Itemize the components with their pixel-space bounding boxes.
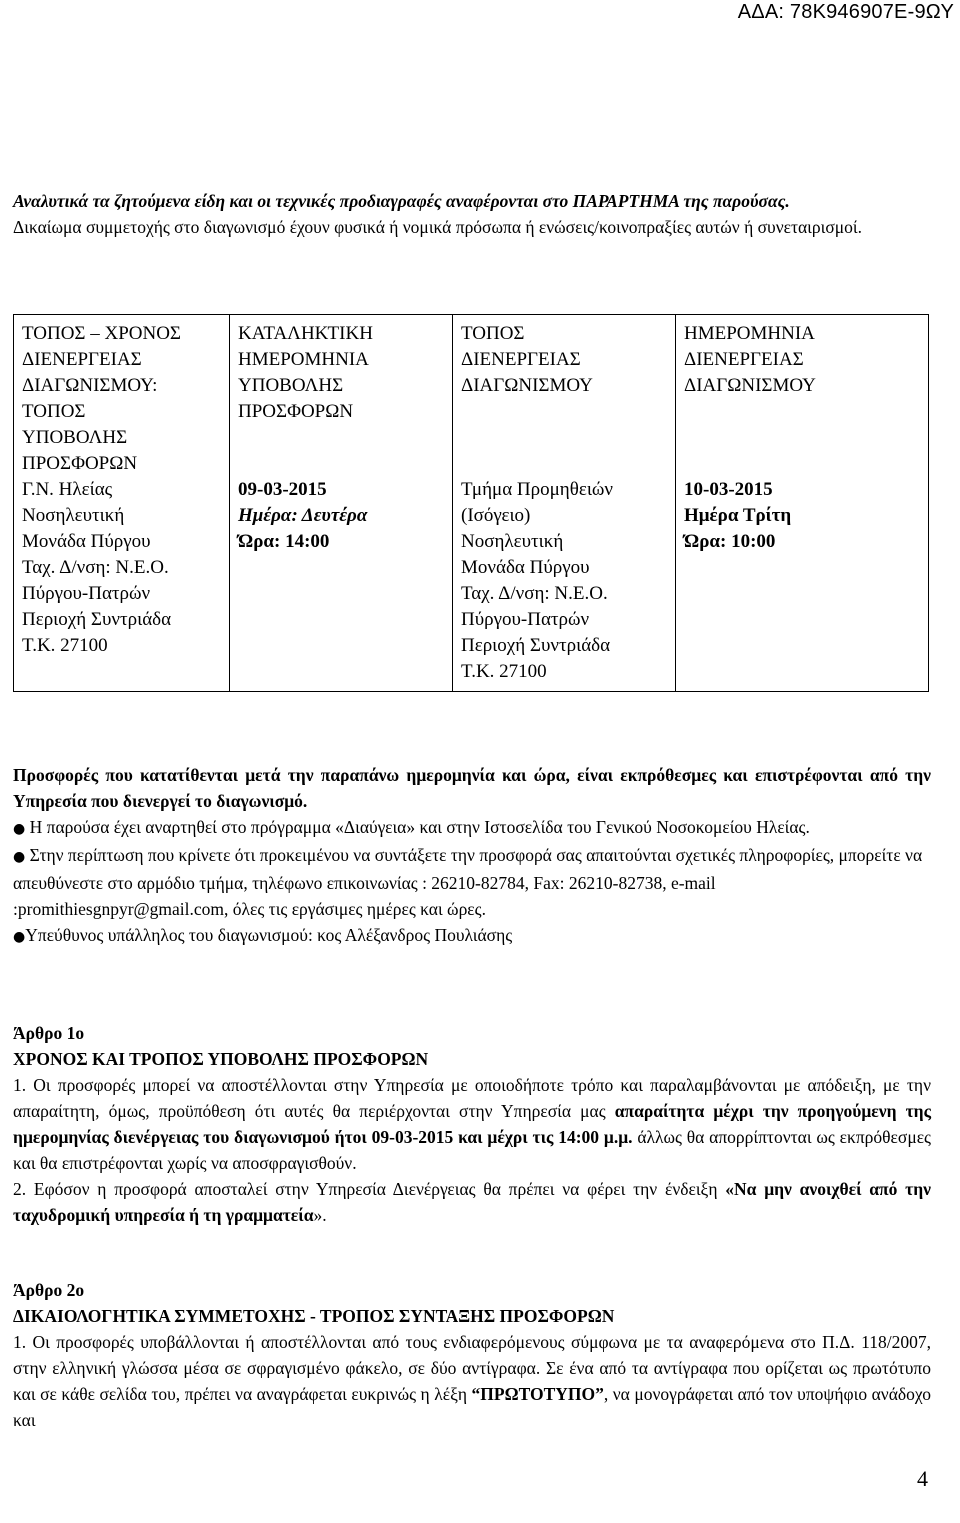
deadline-date: 09-03-2015 [238, 479, 327, 500]
page-number: 4 [917, 1466, 928, 1491]
text-run: 1. Οι προσφορές μπορεί να αποστέλλονται στην Υπηρεσία με οποιοδήποτε τρόπο και παραλαμβάνονται με απόδειξη, με την απαραίτητη, όμως, προϋπόθεση ότι αυτές θα περιέρχονται στην Υπηρεσία μας [13, 1075, 931, 1121]
text-run: , να μονογράφεται από τον υποψήφιο ανάδοχο και [13, 1384, 931, 1430]
article-2-title: Άρθρο 2ο [13, 1280, 85, 1300]
article-1-title: Άρθρο 1ο [13, 1023, 85, 1043]
text-run-bold: «Να μην ανοιχθεί από την ταχυδρομική υπηρεσία ή τη γραμματεία [13, 1179, 931, 1225]
col4-header-line: ΔΙΕΝΕΡΓΕΙΑΣ [684, 349, 804, 370]
deadline-day: Ημέρα: Δευτέρα [238, 505, 368, 526]
col3-body-line: (Ισόγειο) [461, 505, 531, 526]
col2-header-line: ΥΠΟΒΟΛΗΣ [238, 375, 344, 396]
article-2-paragraph-1 [13, 1329, 931, 1433]
col1-body-line: Τ.Κ. 27100 [22, 635, 108, 656]
bullet-icon: ● [13, 821, 26, 837]
article-1 [13, 1020, 931, 1228]
col3-body-line: Τ.Κ. 27100 [461, 661, 547, 682]
note-contact [13, 842, 931, 922]
article-1-paragraph-2 [13, 1176, 931, 1228]
article-1-paragraph-1 [13, 1072, 931, 1176]
col1-header-line: ΤΟΠΟΣ – ΧΡΟΝΟΣ [22, 323, 181, 344]
notes [13, 762, 931, 950]
col3-body-line: Νοσηλευτική [461, 531, 564, 552]
article-1-heading: ΧΡΟΝΟΣ ΚΑΙ ΤΡΟΠΟΣ ΥΠΟΒΟΛΗΣ ΠΡΟΣΦΟΡΩΝ [13, 1049, 429, 1069]
bullet-icon: ● [13, 929, 26, 945]
col1-header-line: ΔΙΕΝΕΡΓΕΙΑΣ [22, 349, 142, 370]
col4-header-line: ΗΜΕΡΟΜΗΝΙΑ [684, 323, 815, 344]
col3-body-line: Τμήμα Προμηθειών [461, 479, 614, 500]
late-offers-note: Προσφορές που κατατίθενται μετά την παραπάνω ημερομηνία και ώρα, είναι εκπρόθεσμες και επιστρέφονται από την Υπηρεσία που διενεργεί το διαγωνισμό. [13, 765, 931, 811]
col1-body-line: Γ.Ν. Ηλείας [22, 479, 113, 500]
col2-header-line: ΗΜΕΡΟΜΗΝΙΑ [238, 349, 369, 370]
col1-body-line: Νοσηλευτική [22, 505, 125, 526]
col1-header [22, 321, 223, 477]
info-table [13, 314, 929, 692]
col2-header-line: ΚΑΤΑΛΗΚΤΙΚΗ [238, 323, 373, 344]
article-2-heading: ΔΙΚΑΙΟΛΟΓΗΤΙΚΑ ΣΥΜΜΕΤΟΧΗΣ - ΤΡΟΠΟΣ ΣΥΝΤΑΞΗΣ ΠΡΟΣΦΟΡΩΝ [13, 1306, 615, 1326]
tender-date: 10-03-2015 [684, 479, 773, 500]
col3-header-line: ΤΟΠΟΣ [461, 323, 525, 344]
article-2 [13, 1277, 931, 1433]
text-run: άλλως θα απορρίπτονται ως εκπρόθεσμες και θα επιστρέφονται χωρίς να αποσφραγισθούν. [13, 1127, 931, 1173]
text-run-bold: απαραίτητα μέχρι την προηγούμενη της ημερομηνίας διενέργειας του διαγωνισμού ήτοι 09-03-2015 και μέχρι τις 14:00 μ.μ. [13, 1101, 932, 1147]
text-run: 1. Οι προσφορές υποβάλλονται ή αποστέλλονται από τους ενδιαφερόμενους σύμφωνα με τα αναφερόμενα στο Π.Δ. 118/2007, στην ελληνική γλώσσα μέσα σε σφραγισμένο φάκελο, σε δύο αντίγραφα. Σε ένα από τα αντίγραφα που ορίζεται ως πρωτότυπο και σε κάθε σελίδα του, πρέπει να αναγράφεται ευκρινώς η λέξη [13, 1332, 931, 1404]
text-run: 2. Εφόσον η προσφορά αποσταλεί στην Υπηρεσία Διενέργειας θα πρέπει να φέρει την ένδειξη [13, 1179, 726, 1199]
col1-body-line: Πύργου-Πατρών [22, 583, 151, 604]
col1-body-line: Ταχ. Δ/νση: Ν.Ε.Ο. [22, 557, 169, 578]
table-cell-tender-date [676, 315, 929, 692]
col3-body-line: Ταχ. Δ/νση: Ν.Ε.Ο. [461, 583, 608, 604]
ada-code: ΑΔΑ: 78Κ946907Ε-9ΩΥ [737, 1, 954, 23]
col3-header-line: ΔΙΑΓΩΝΙΣΜΟΥ [461, 375, 593, 396]
col1-header-line: ΠΡΟΣΦΟΡΩΝ [22, 453, 138, 474]
col1-header-line: ΔΙΑΓΩΝΙΣΜΟΥ: [22, 375, 158, 396]
col3-body-line: Περιοχή Συντριάδα [461, 635, 611, 656]
col1-header-line: ΥΠΟΒΟΛΗΣ [22, 427, 128, 448]
bullet-icon: ● [13, 849, 26, 865]
col3-body-line: Μονάδα Πύργου [461, 557, 590, 578]
note-contact-text: Στην περίπτωση που κρίνετε ότι προκειμένου να συντάξετε την προσφορά σας απαιτούνται σχετικές πληροφορίες, μπορείτε να απευθύνεστε στο αρμόδιο τμήμα, τηλέφωνο επικοινωνίας : 26210-82784, Fax: 26210-82738, e-mail :promithiesgnpyr@gmail.com, όλες τις εργάσιμες ημέρες και ώρες. [13, 845, 923, 919]
table-cell-place-time [14, 315, 230, 692]
text-run-bold: “ΠΡΩΤΟΤΥΠΟ” [471, 1384, 604, 1404]
deadline-time: Ώρα: 14:00 [238, 531, 330, 552]
note-diavgeia-text: Η παρούσα έχει αναρτηθεί στο πρόγραμμα «Διαύγεια» και στην Ιστοσελίδα του Γενικού Νοσοκομείου Ηλείας. [29, 817, 810, 837]
col1-body-line: Περιοχή Συντριάδα [22, 609, 172, 630]
col3-header-line: ΔΙΕΝΕΡΓΕΙΑΣ [461, 349, 581, 370]
col3-body-line: Πύργου-Πατρών [461, 609, 590, 630]
tender-day: Ημέρα Τρίτη [684, 505, 792, 526]
tender-time: Ώρα: 10:00 [684, 531, 776, 552]
col1-header-line: ΤΟΠΟΣ [22, 401, 86, 422]
intro-line-1: Αναλυτικά τα ζητούμενα είδη και οι τεχνικές προδιαγραφές αναφέρονται στο ΠΑΡΑΡΤΗΜΑ της παρούσας. [13, 191, 790, 211]
table-cell-deadline [230, 315, 453, 692]
note-diavgeia [13, 814, 931, 842]
note-responsible [13, 922, 931, 950]
note-responsible-text: Υπεύθυνος υπάλληλος του διαγωνισμού: κος Αλέξανδρος Πουλιάσης [25, 925, 513, 945]
text-run: ». [313, 1205, 327, 1225]
intro-line-2: Δικαίωμα συμμετοχής στο διαγωνισμό έχουν φυσικά ή νομικά πρόσωπα ή ενώσεις/κοινοπραξίες αυτών ή συνεταιρισμοί. [13, 217, 862, 237]
col4-header-line: ΔΙΑΓΩΝΙΣΜΟΥ [684, 375, 816, 396]
col1-body [22, 477, 223, 659]
col1-body-line: Μονάδα Πύργου [22, 531, 151, 552]
table-cell-venue [453, 315, 676, 692]
col2-header-line: ΠΡΟΣΦΟΡΩΝ [238, 401, 354, 422]
intro [13, 188, 931, 240]
